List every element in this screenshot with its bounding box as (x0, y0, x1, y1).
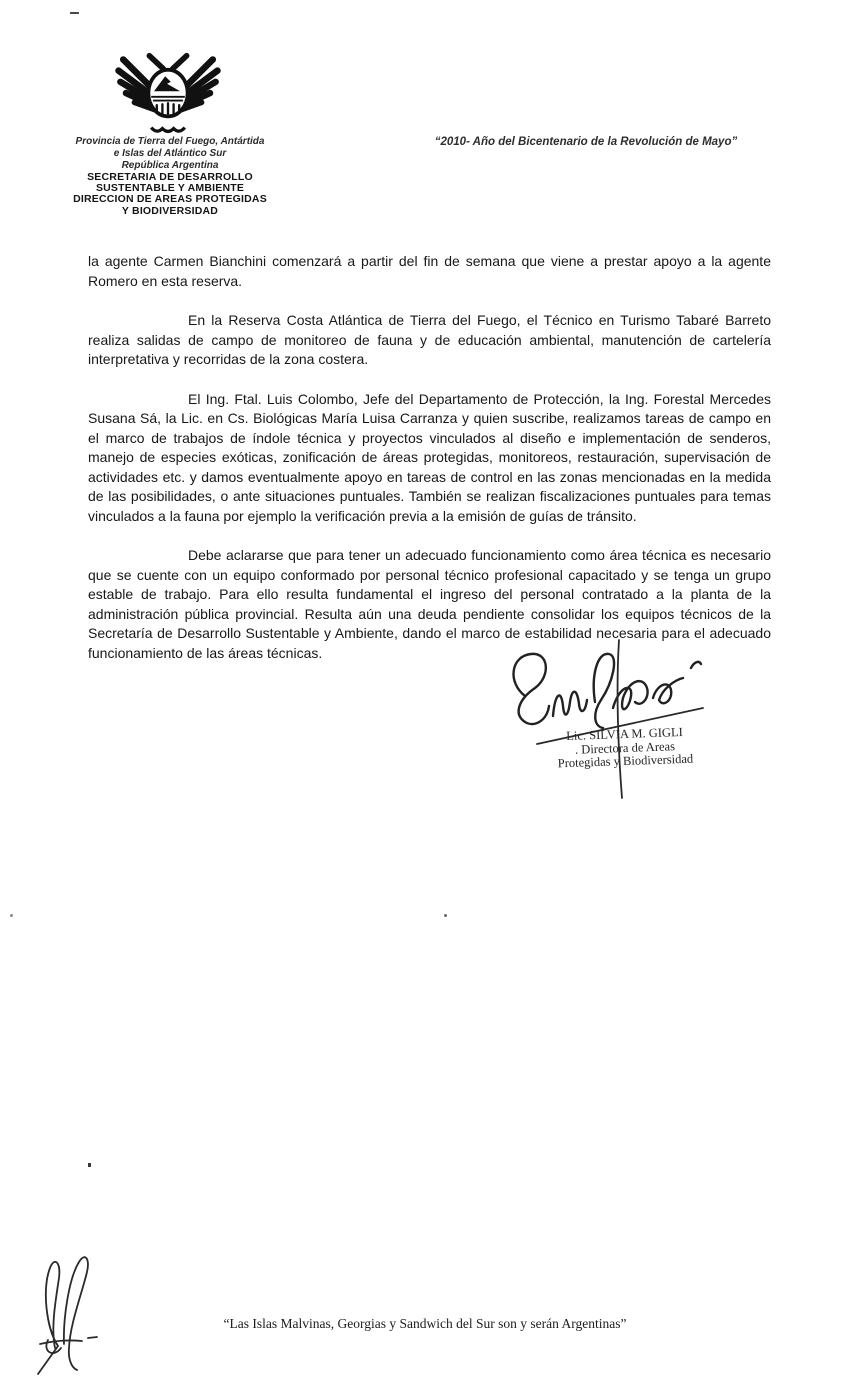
letterhead-line: e Islas del Atlántico Sur (113, 148, 227, 159)
scan-speck (444, 914, 447, 917)
scan-dash-mark (70, 12, 79, 14)
letterhead-line: SUSTENTABLE Y AMBIENTE (95, 182, 245, 195)
scan-speck (10, 914, 13, 917)
paragraph: En la Reserva Costa Atlántica de Tierra del Fuego, el Técnico en Turismo Tabaré Barreto realiza salidas de campo de monitoreo de fauna y de educación ambiental, manutención de cartelería interpretativa y recorridas de la zona costera. (88, 312, 771, 367)
signatory-title: Protegidas y Biodiversidad (557, 751, 694, 771)
paragraph: Debe aclararse que para tener un adecuado funcionamiento como área técnica es necesario que se cuente con un equipo conformado por personal técnico profesional capacitado y se tenga un grupo estable de trabajo. Para ello resulta fundamental el ingreso del personal contratado a la planta de la administración pública provincial. Resulta aún una deuda pendiente consolidar los equipos técnicos de la Secretaría de Desarrollo Sustentable y Ambiente, dando el marco de estabilidad necesaria para el adecuado funcionamiento de las áreas técnicas. (88, 547, 771, 661)
letterhead-line: Provincia de Tierra del Fuego, Antártida (75, 136, 265, 147)
letter-body (88, 252, 771, 683)
signatory-title: . Directora de Areas (574, 738, 676, 757)
signature-block (517, 724, 732, 772)
letterhead-line: República Argentina (121, 160, 219, 171)
handwritten-initials (28, 1246, 106, 1378)
letterhead-line: DIRECCION DE AREAS PROTEGIDAS (73, 193, 267, 206)
paragraph: El Ing. Ftal. Luis Colombo, Jefe del Departamento de Protección, la Ing. Forestal Mercedes Susana Sá, la Lic. en Cs. Biológicas María Luisa Carranza y quien suscribe, realizamos tareas de campo en el marco de trabajos de índole técnica y proyectos vinculados al diseño e implementación de senderos, manejo de especies exóticas, zonificación de áreas protegidas, monitoreos, restauración, supervisación de actividades etc. y damos eventualmente apoyo en tareas de control en las zonas mencionadas en la medida de las posibilidades, o ante situaciones puntuales. También se realizan fiscalizaciones puntuales para temas vinculados a la fauna por ejemplo la verificación previa a la emisión de guías de tránsito. (88, 390, 771, 524)
handwritten-signature (495, 638, 715, 800)
year-motto: “2010- Año del Bicentenario de la Revolución de Mayo” (434, 136, 738, 148)
letterhead-line: Y BIODIVERSIDAD (121, 204, 219, 217)
letterhead (52, 136, 288, 217)
paragraph: la agente Carmen Bianchini comenzará a partir del fin de semana que viene a prestar apoyo a la agente Romero en esta reserva. (88, 253, 771, 289)
signatory-name: Lic. SILVIA M. GIGLI (566, 724, 683, 744)
coat-of-arms-icon (112, 50, 224, 138)
footer-motto: “Las Islas Malvinas, Georgias y Sandwich del Sur son y serán Argentinas” (223, 1316, 627, 1331)
letterhead-line: SECRETARIA DE DESARROLLO (87, 171, 253, 183)
scan-speck (88, 1163, 91, 1167)
